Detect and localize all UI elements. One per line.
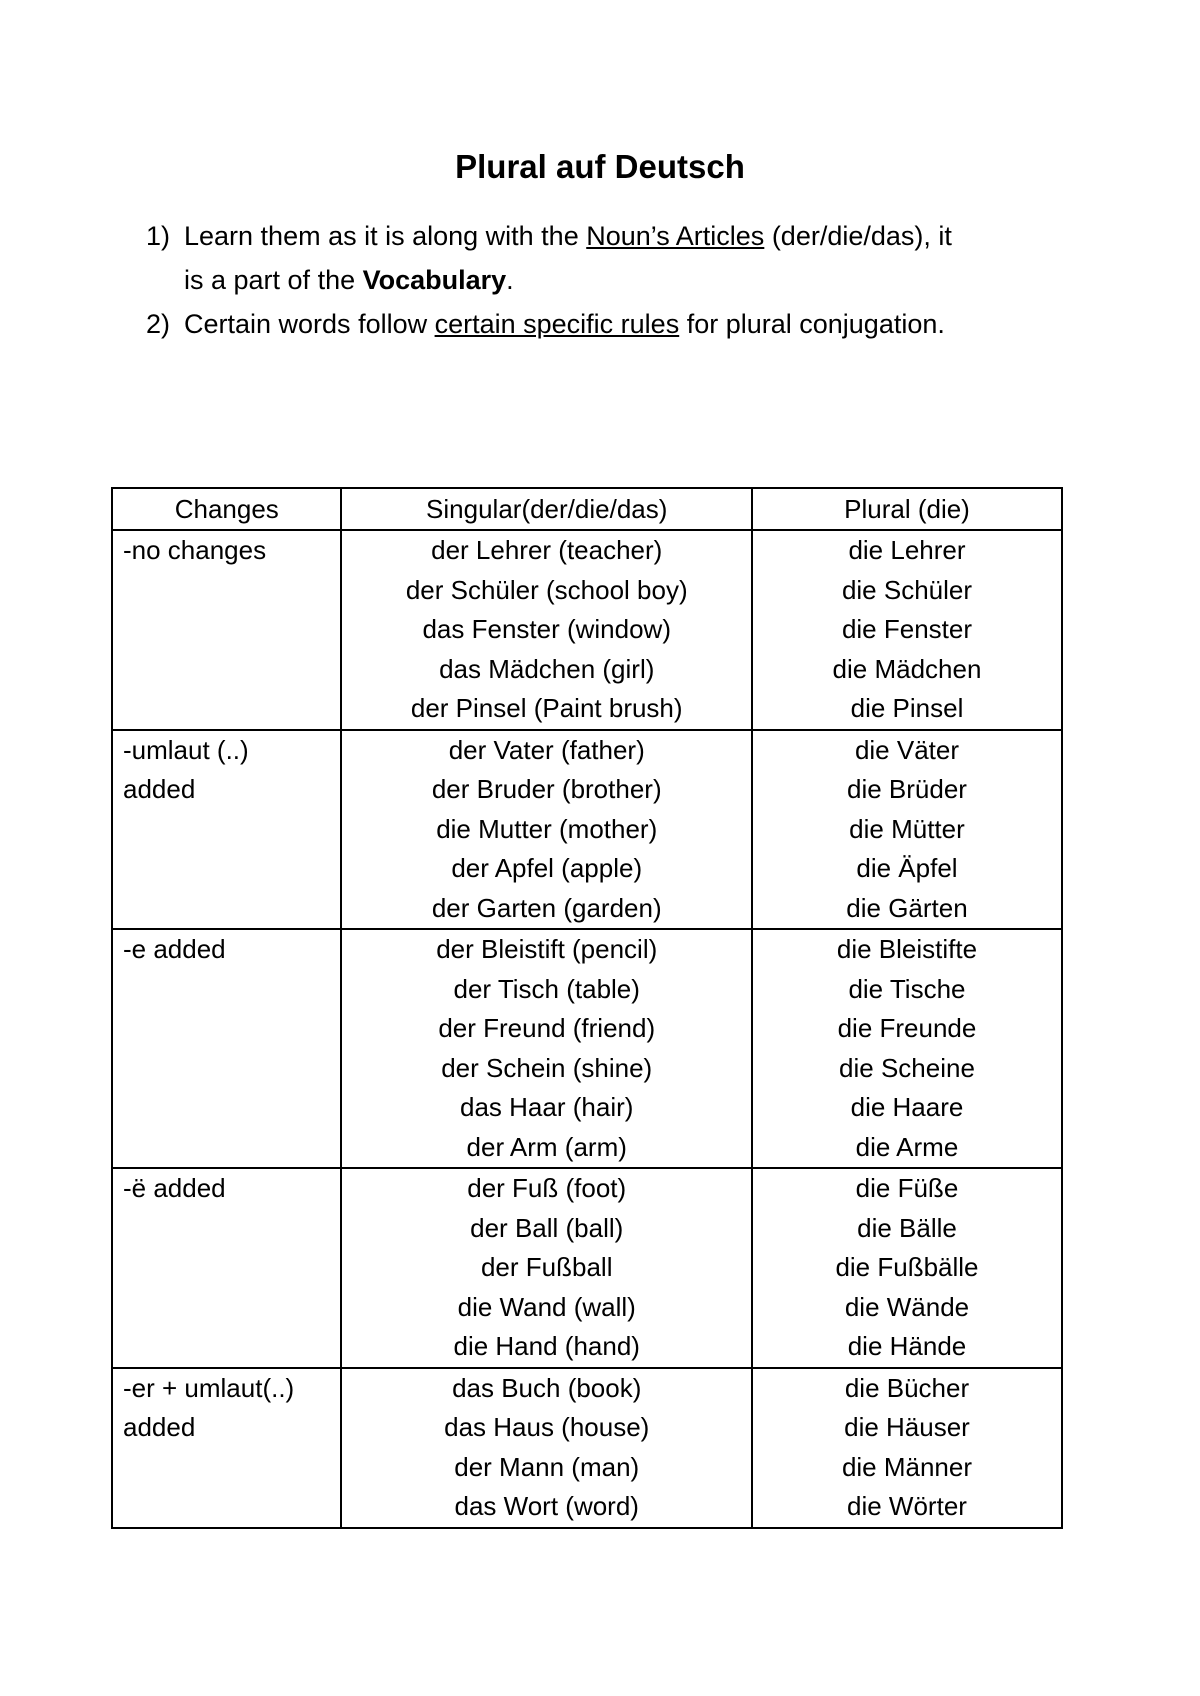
cell-line: der Fuß (foot): [467, 1173, 627, 1203]
cell-line: die Hand (hand): [453, 1331, 640, 1361]
header-plural: Plural (die): [752, 488, 1062, 530]
cell-line: die Äpfel: [856, 853, 958, 883]
underlined-term: certain specific rules: [434, 309, 680, 339]
cell-line: die Bücher: [844, 1372, 970, 1403]
cell-line: die Wand (wall): [457, 1291, 636, 1322]
changes-cell: [112, 530, 341, 730]
cell-line: die Häuser: [844, 1412, 970, 1442]
cell-line: die Bleistifte: [836, 934, 978, 964]
cell-line: der Lehrer (teacher): [431, 535, 663, 565]
cell-line: der Vater (father): [448, 734, 645, 765]
cell-line: der Bleistift (pencil): [436, 934, 658, 964]
cell-line: die Väter: [854, 734, 960, 765]
text-run: for plural conjugation.: [679, 309, 945, 339]
plural-table: [111, 487, 1063, 1529]
table-body: [112, 530, 1062, 1528]
cell-line: die Scheine: [839, 1052, 975, 1083]
text-run: .: [506, 265, 514, 295]
singular-cell: [341, 1168, 751, 1368]
text-run: is a part of the: [184, 265, 363, 295]
plural-cell: [752, 530, 1062, 730]
cell-line: der Ball (ball): [470, 1212, 624, 1243]
changes-cell: [112, 1368, 341, 1528]
cell-line: der Tisch (table): [453, 973, 640, 1004]
cell-line: das Haar (hair): [460, 1092, 634, 1122]
header-changes: Changes: [112, 488, 341, 530]
text-run: (der/die/das), it: [764, 221, 952, 251]
cell-line: added: [123, 1412, 196, 1442]
list-number: 2): [146, 309, 171, 339]
cell-line: das Fenster (window): [422, 614, 671, 644]
cell-line: die Mütter: [849, 813, 965, 844]
cell-line: -e added: [123, 934, 226, 964]
cell-line: das Mädchen (girl): [439, 653, 655, 684]
cell-line: die Fenster: [841, 614, 973, 644]
changes-cell: [112, 1168, 341, 1368]
cell-line: die Füße: [855, 1173, 959, 1203]
list-item: [146, 214, 1046, 302]
cell-line: das Buch (book): [452, 1372, 642, 1403]
cell-line: der Arm (arm): [466, 1131, 627, 1162]
cell-line: -umlaut (..): [123, 734, 249, 765]
header-singular: Singular(der/die/das): [341, 488, 751, 530]
table-header-row: [112, 488, 1062, 530]
cell-line: das Wort (word): [454, 1491, 639, 1521]
cell-line: die Freunde: [837, 1013, 977, 1043]
cell-line: die Wände: [844, 1291, 970, 1322]
list-text: [184, 302, 1046, 346]
text-run: Learn them as it is along with the: [184, 221, 587, 251]
cell-line: -no changes: [123, 535, 267, 565]
cell-line: die Mädchen: [832, 653, 982, 684]
cell-line: der Fußball: [480, 1252, 613, 1282]
cell-line: die Lehrer: [848, 535, 966, 565]
plural-cell: [752, 1168, 1062, 1368]
table-row: [112, 1368, 1062, 1528]
text-run: Certain words follow: [184, 309, 435, 339]
cell-line: die Schüler: [841, 574, 973, 605]
table-row: [112, 730, 1062, 930]
plural-cell: [752, 1368, 1062, 1528]
cell-line: der Freund (friend): [438, 1013, 656, 1043]
cell-line: der Pinsel (Paint brush): [410, 693, 683, 723]
cell-line: der Apfel (apple): [451, 853, 643, 883]
cell-line: die Brüder: [847, 774, 967, 804]
underlined-term: Noun’s Articles: [586, 221, 765, 251]
singular-cell: [341, 929, 751, 1168]
list-number: 1): [146, 221, 171, 251]
cell-line: -er + umlaut(..): [123, 1372, 295, 1403]
singular-cell: [341, 730, 751, 930]
table-row: [112, 929, 1062, 1168]
cell-line: der Bruder (brother): [431, 774, 662, 804]
cell-line: der Garten (garden): [431, 892, 662, 923]
cell-line: die Pinsel: [850, 693, 964, 723]
changes-cell: [112, 730, 341, 930]
cell-line: die Bälle: [857, 1212, 957, 1243]
instruction-list: [146, 214, 1046, 346]
cell-line: der Mann (man): [454, 1451, 640, 1482]
cell-line: die Fußbälle: [835, 1252, 979, 1282]
page-title: Plural auf Deutsch: [455, 148, 745, 185]
cell-line: die Haare: [850, 1092, 964, 1122]
cell-line: die Gärten: [846, 892, 968, 923]
list-item: [146, 302, 1046, 346]
singular-cell: [341, 1368, 751, 1528]
changes-cell: [112, 929, 341, 1168]
plural-cell: [752, 929, 1062, 1168]
cell-line: -ë added: [123, 1173, 226, 1203]
cell-line: die Mutter (mother): [436, 813, 658, 844]
cell-line: der Schein (shine): [441, 1052, 653, 1083]
cell-line: die Tische: [848, 973, 966, 1004]
cell-line: die Arme: [855, 1131, 959, 1162]
cell-line: die Hände: [847, 1331, 967, 1361]
plural-cell: [752, 730, 1062, 930]
list-text: [184, 214, 1046, 302]
table-row: [112, 530, 1062, 730]
table-row: [112, 1168, 1062, 1368]
cell-line: die Männer: [841, 1451, 973, 1482]
cell-line: das Haus (house): [444, 1412, 650, 1442]
cell-line: die Wörter: [847, 1491, 967, 1521]
cell-line: der Schüler (school boy): [405, 574, 688, 605]
singular-cell: [341, 530, 751, 730]
bold-term: Vocabulary: [362, 265, 507, 295]
cell-line: added: [123, 774, 196, 804]
